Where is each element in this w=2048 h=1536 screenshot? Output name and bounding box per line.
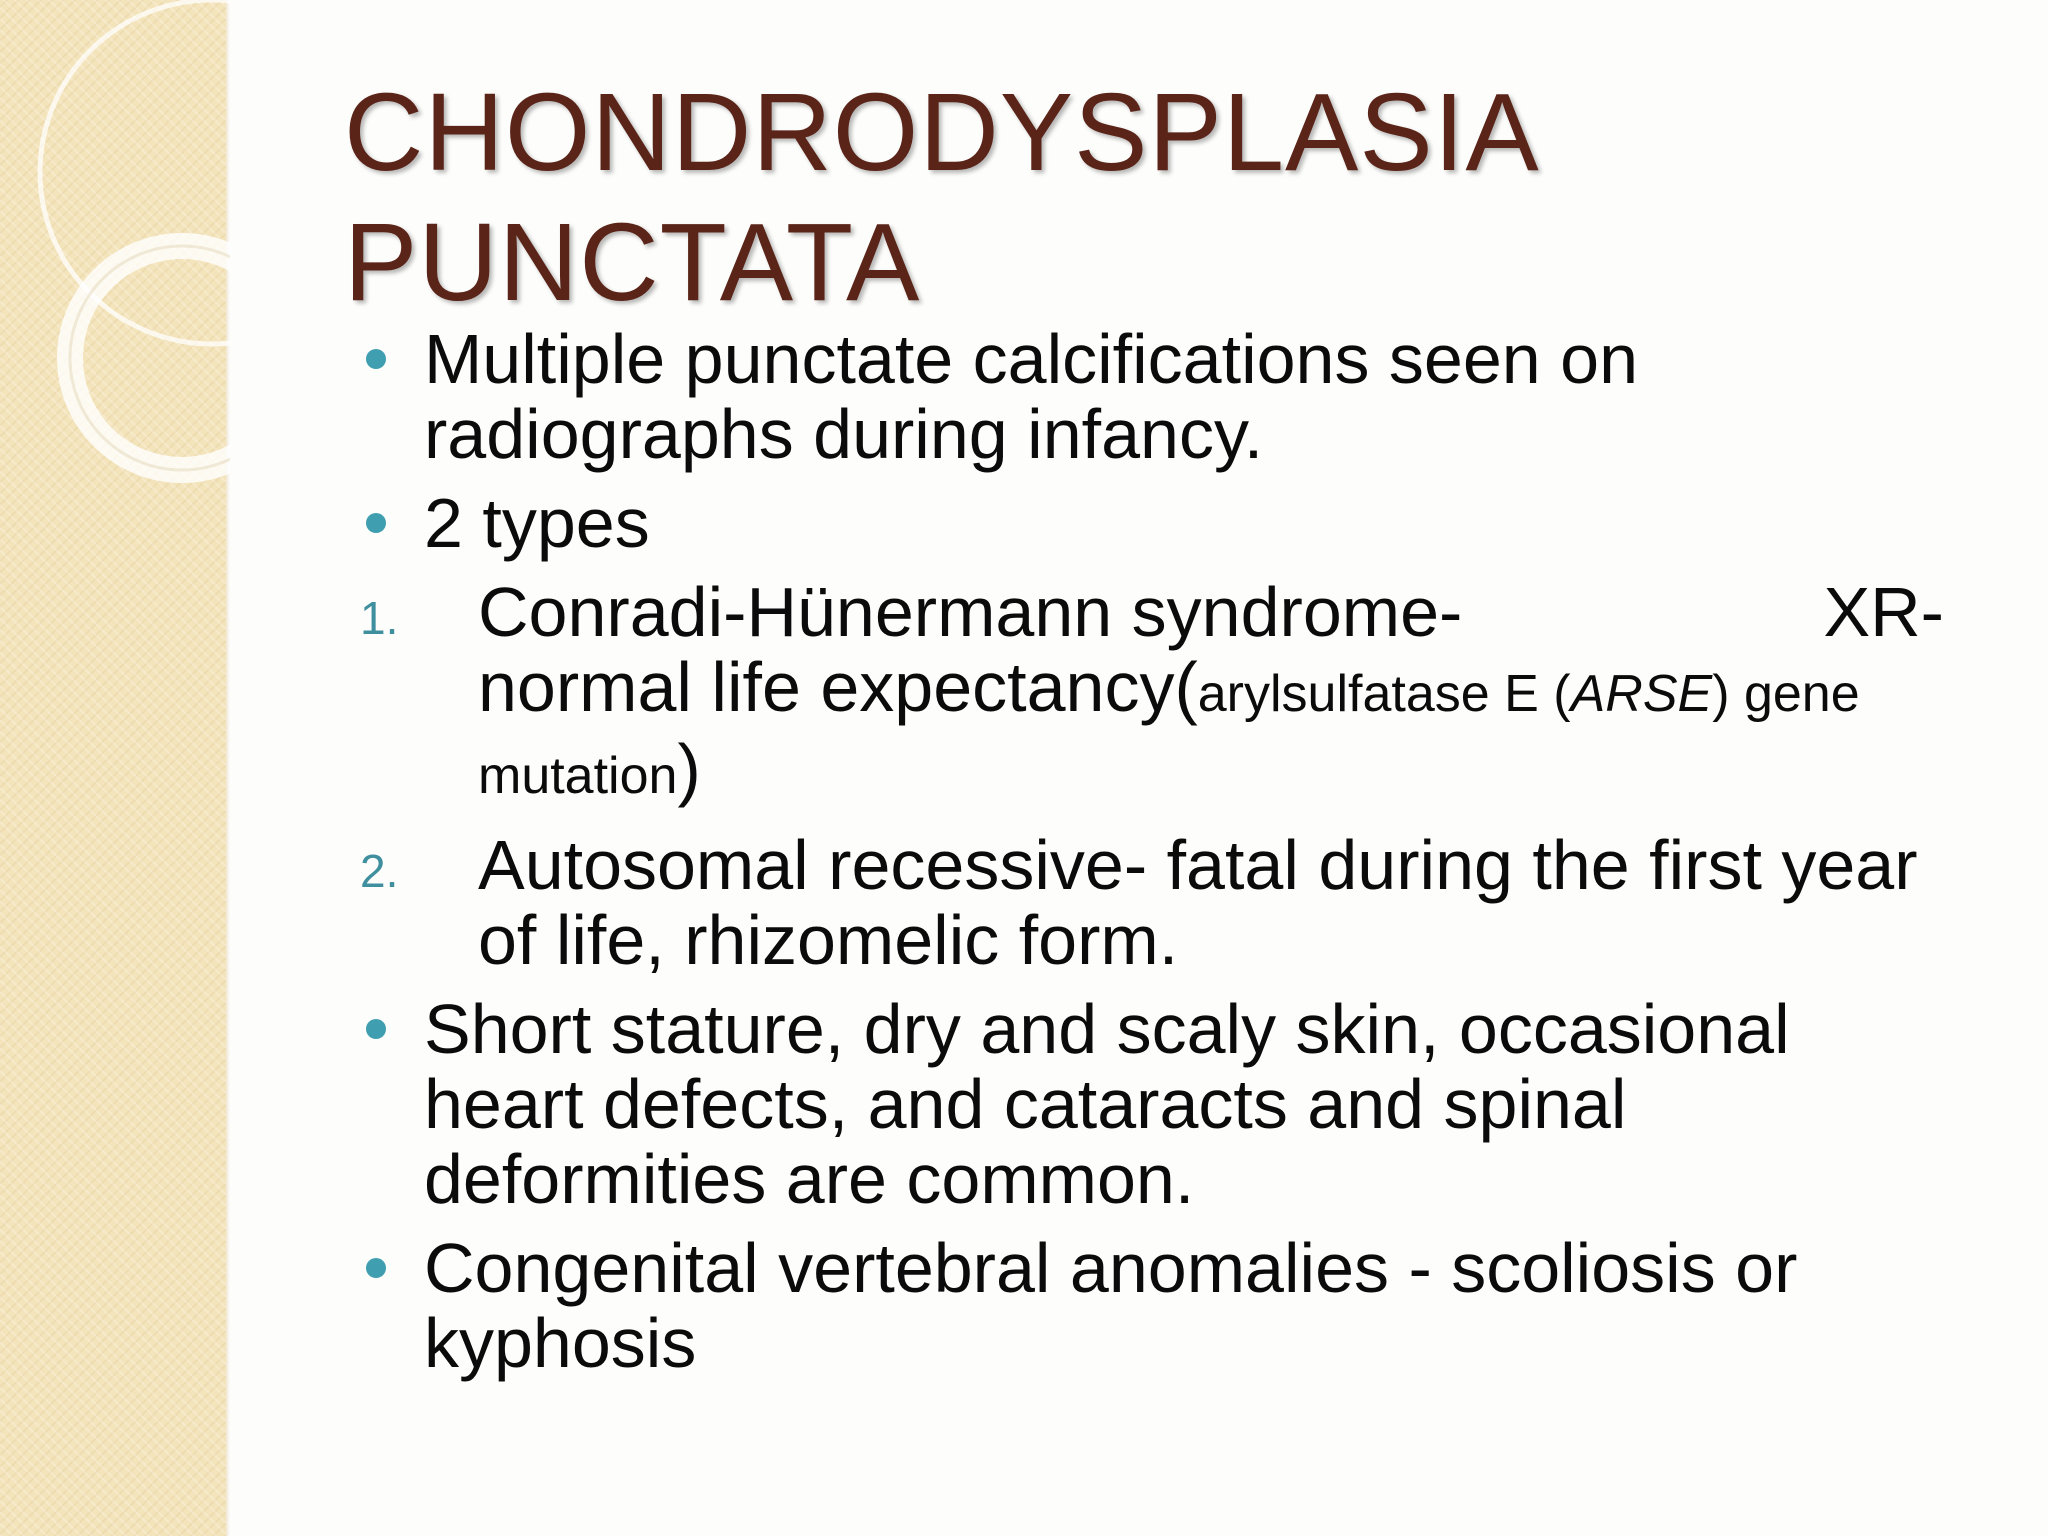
bullet-text: Multiple punctate calcifications seen on radiographs during infancy. <box>424 320 1639 473</box>
numbered-item-first-line <box>478 575 1944 650</box>
decorative-circles <box>0 0 230 520</box>
slide-content <box>344 322 1944 1395</box>
bullet-item <box>344 486 1944 561</box>
title-line-1: CHONDRODYSPLASIA <box>344 71 1540 194</box>
gene-text-post: ) gene mutation <box>478 665 1860 805</box>
bullet-text: Congenital vertebral anomalies - scoliosis or kyphosis <box>424 1229 1798 1382</box>
bullet-item <box>344 1231 1944 1381</box>
numbered-item-cont: normal life expectancy( <box>478 648 1198 726</box>
gene-text-pre: arylsulfatase E ( <box>1197 665 1571 723</box>
bullet-dot-icon <box>366 1258 386 1278</box>
bullet-text: 2 types <box>424 484 650 562</box>
list-number: 1. <box>360 592 399 644</box>
numbered-item-lead: Conradi-Hünermann syndrome- <box>478 573 1463 651</box>
gene-symbol: ARSE <box>1570 665 1713 723</box>
decorative-thick-ring <box>70 246 230 470</box>
numbered-item-text: Autosomal recessive- fatal during the first year of life, rhizomelic form. <box>478 826 1918 979</box>
numbered-item-continuation <box>478 650 1944 814</box>
bullet-item <box>344 992 1944 1217</box>
closing-paren: ) <box>677 730 701 808</box>
decorative-large-ring <box>40 0 230 344</box>
bullet-dot-icon <box>366 513 386 533</box>
title-line-2: PUNCTATA <box>344 201 921 324</box>
numbered-item <box>344 828 1944 978</box>
bullet-text: Short stature, dry and scaly skin, occasional heart defects, and cataracts and spinal deformities are common. <box>424 990 1790 1218</box>
numbered-item-tag: XR- <box>1823 573 1944 651</box>
numbered-item <box>344 575 1944 814</box>
bullet-dot-icon <box>366 1019 386 1039</box>
bullet-dot-icon <box>366 349 386 369</box>
bullet-item <box>344 322 1944 472</box>
slide-title <box>344 68 1994 328</box>
list-number: 2. <box>360 845 399 897</box>
